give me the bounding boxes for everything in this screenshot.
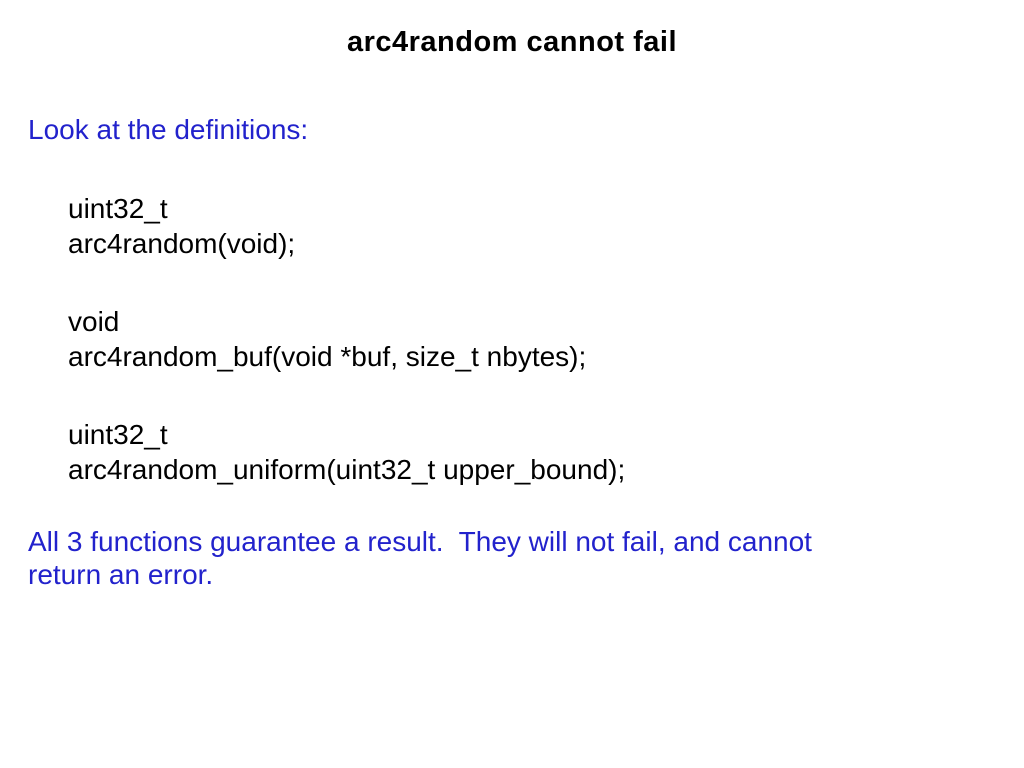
slide-title: arc4random cannot fail [346, 26, 678, 58]
definition-return-type: uint32_t [68, 419, 168, 450]
function-definitions [68, 191, 625, 530]
definition-group-arc4random-buf [68, 304, 625, 374]
conclusion-line-1: All 3 functions guarantee a result. They will not fail, and cannot [28, 526, 812, 557]
intro-text: Look at the definitions: [28, 114, 309, 145]
definition-signature: arc4random(void); [68, 228, 296, 259]
definition-group-arc4random [68, 191, 625, 261]
conclusion-text [28, 525, 812, 591]
definition-return-type: void [68, 306, 120, 337]
definition-signature: arc4random_buf(void *buf, size_t nbytes); [68, 341, 587, 372]
definition-return-type: uint32_t [68, 193, 168, 224]
definition-group-arc4random-uniform [68, 417, 625, 487]
definition-signature: arc4random_uniform(uint32_t upper_bound); [68, 454, 626, 485]
conclusion-line-2: return an error. [28, 559, 214, 590]
